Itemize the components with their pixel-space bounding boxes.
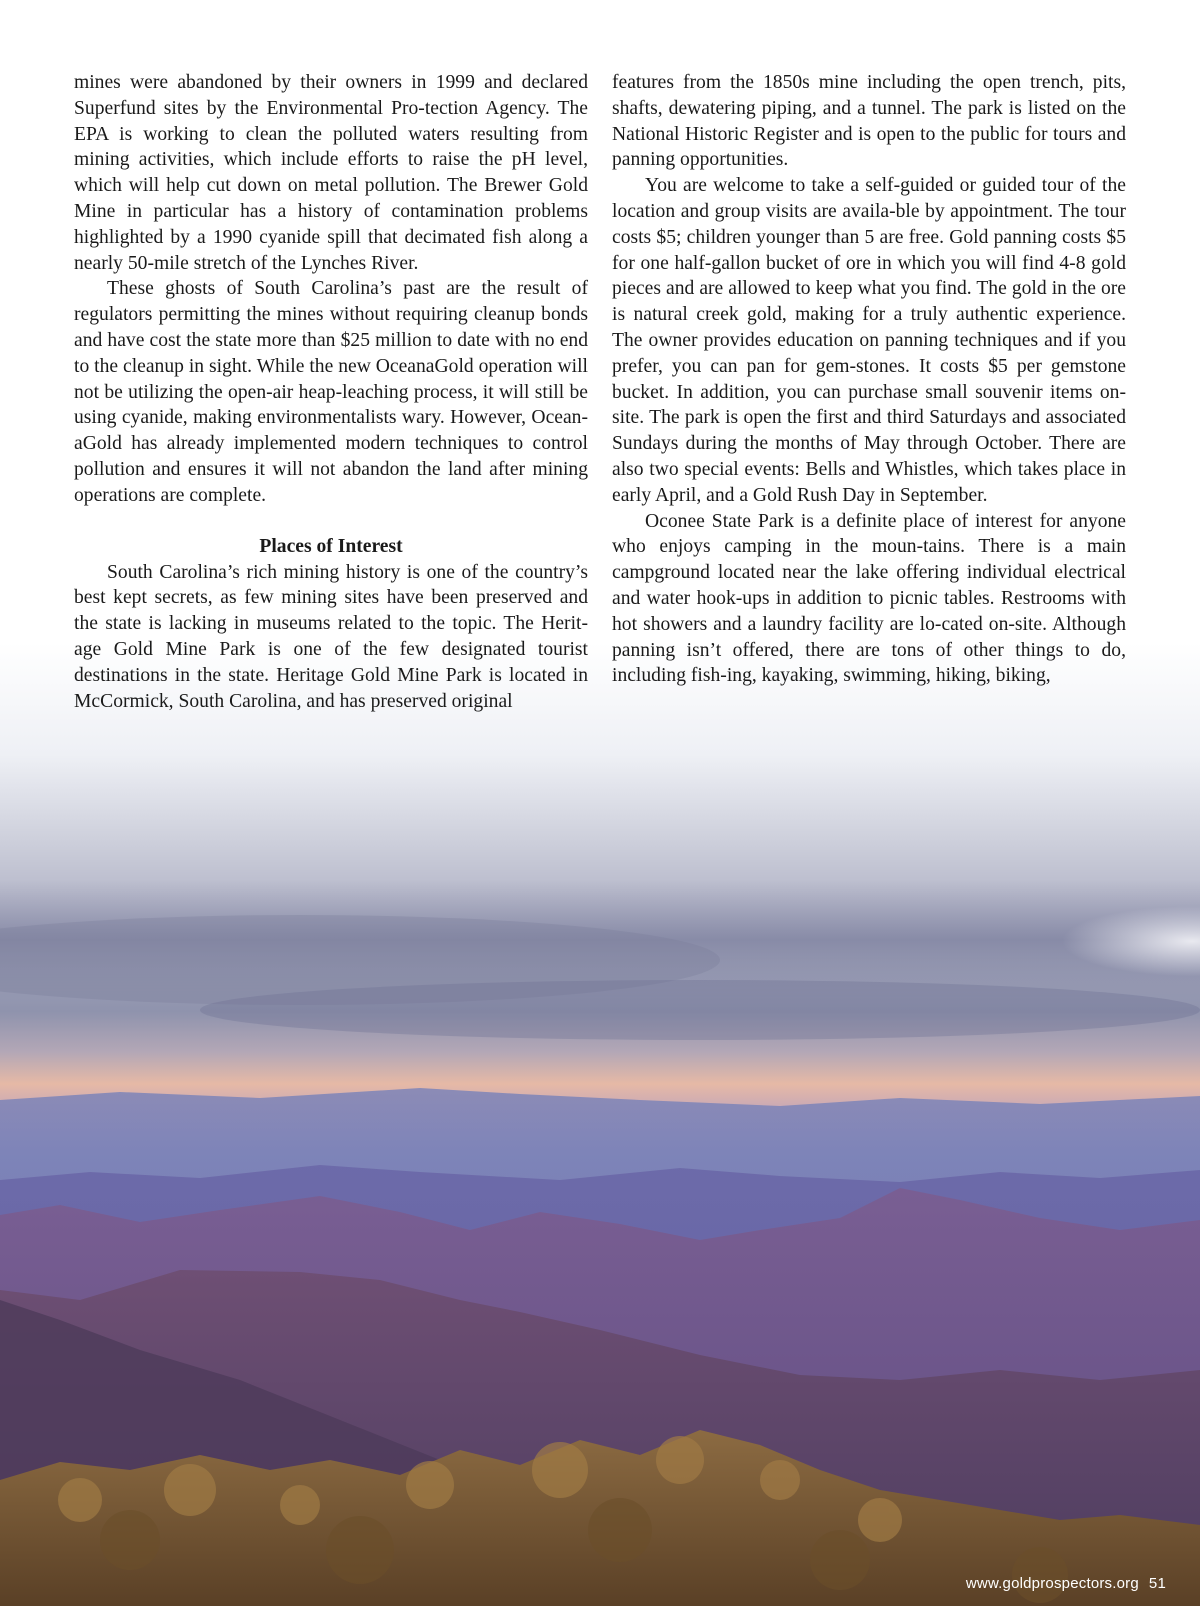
paragraph: features from the 1850s mine including the open trench, pits, shafts, dewatering piping, and a tunnel. The park is listed on the National Historic Register and is open to the public for tours and panning opportunities. [612,72,1126,171]
paragraph: These ghosts of South Carolina’s past are the result of regulators permitting the mines without requiring cleanup bonds and have cost the state more than $25 million to date with no end to the cleanup in sight. While the new OceanaGold operation will not be utilizing the open-air heap-leaching process, it will still be using cyanide, making environmentalists wary. However, Ocean-aGold has already implemented modern techniques to control pollution and ensures it will not abandon the land after mining operations are complete. [74,278,588,506]
paragraph: South Carolina’s rich mining history is one of the country’s best kept secrets, as few mining sites have been preserved and the state is lacking in museums related to the topic. The Herit-age Gold Mine Park is one of the few designated tourist destinations in the state. Heritage Gold Mine Park is located in McCormick, South Carolina, and has preserved original [74,561,588,712]
paragraph: Oconee State Park is a definite place of interest for anyone who enjoys camping in the moun-tains. There is a main campground located near the lake offering individual electrical and water hook-ups in addition to picnic tables. Restrooms with hot showers and a laundry facility are lo-cated on-site. Although panning isn’t offered, there are tons of other things to do, including fish-ing, kayaking, swimming, hiking, biking, [612,510,1126,687]
right-column [612,70,1126,689]
section-heading: Places of Interest [259,535,403,557]
page-footer [966,1575,1166,1592]
left-column [74,70,588,714]
paragraph: You are welcome to take a self-guided or guided tour of the location and group visits are availa-ble by appointment. The tour costs $5; children younger than 5 are free. Gold panning costs $5 for one half-gallon bucket of ore in which you will find 4-8 gold pieces and are allowed to keep what you find. The gold in the ore is natural creek gold, making for a truly authentic experience. The owner provides education on panning techniques and if you prefer, you can pan for gem-stones. It costs $5 per gemstone bucket. In addition, you can purchase small souvenir items on-site. The park is open the first and third Saturdays and associated Sundays during the months of May through October. There are also two special events: Bells and Whistles, which takes place in early April, and a Gold Rush Day in September. [612,175,1126,506]
footer-website: www.goldprospectors.org [965,1575,1139,1592]
page-number: 51 [1148,1575,1166,1592]
paragraph: mines were abandoned by their owners in 1999 and declared Superfund sites by the Environmental Pro-tection Agency. The EPA is working to clean the polluted waters resulting from mining activities, which include efforts to raise the pH level, which will help cut down on metal pollution. The Brewer Gold Mine in particular has a history of contamination problems highlighted by a 1990 cyanide spill that decimated fish along a nearly 50-mile stretch of the Lynches River. [74,72,588,274]
